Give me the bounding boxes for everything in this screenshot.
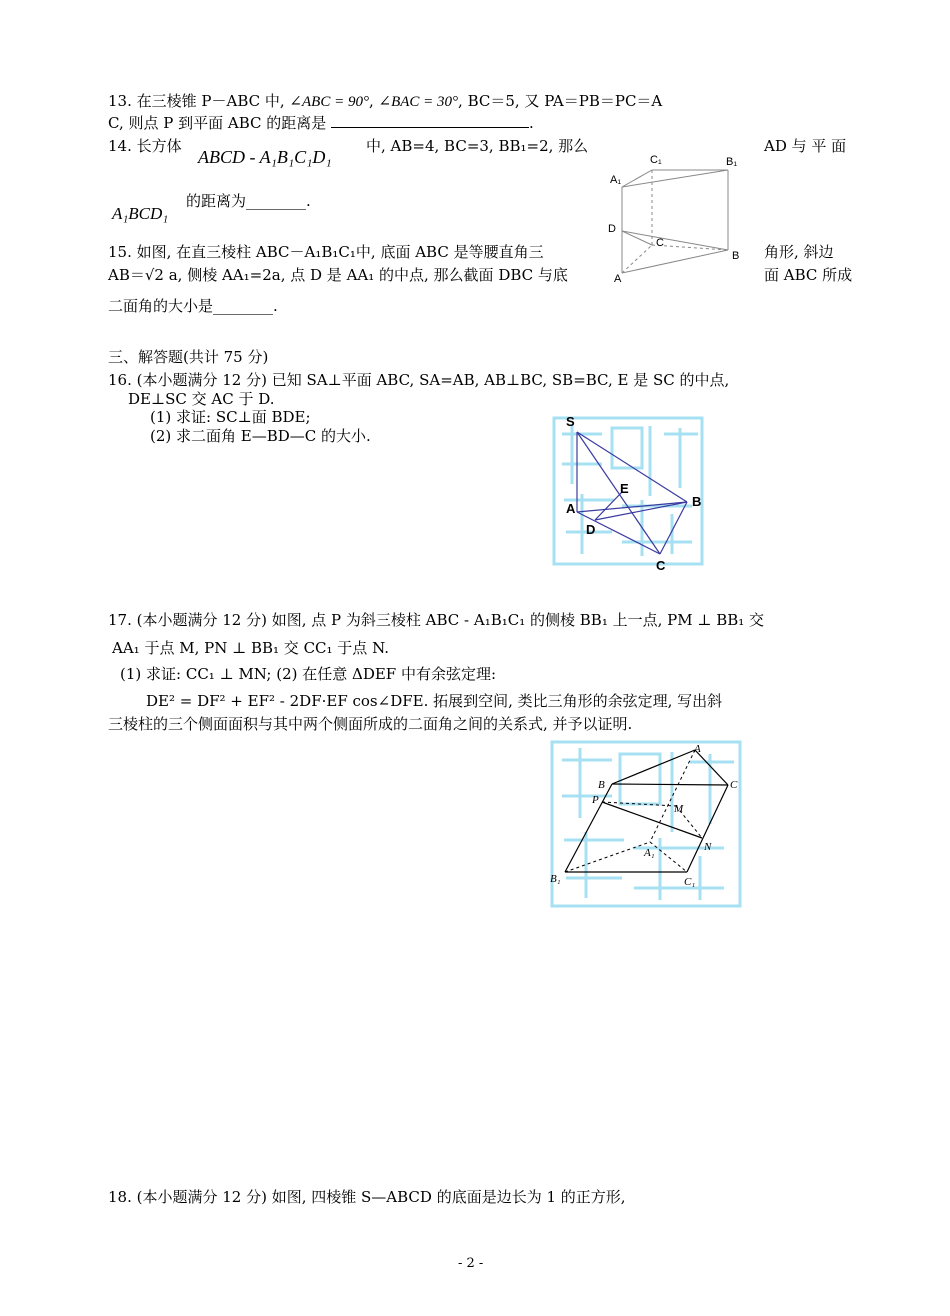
q16-part1: (1) 求证: SC⊥面 BDE; bbox=[150, 408, 311, 426]
q13-line2-text: C, 则点 P 到平面 ABC 的距离是 bbox=[108, 114, 327, 132]
pyramid-figure bbox=[552, 414, 712, 579]
q16-line2: DE⊥SC 交 AC 于 D. bbox=[128, 390, 275, 408]
q14-line2: 的距离为________. bbox=[186, 192, 311, 210]
q17-line4: DE² = DF² + EF² - 2DF·EF cos∠DFE. 拓展到空间, 类比三角形的余弦定理, 写出斜 bbox=[146, 692, 723, 710]
q15-line3: 二面角的大小是________. bbox=[108, 297, 278, 315]
q15-line2-right: 面 ABC 所成 bbox=[764, 266, 853, 284]
fig15-label-c: C bbox=[656, 237, 664, 249]
q16-line1: 16. (本小题满分 12 分) 已知 SA⊥平面 ABC, SA=AB, AB⊥BC, SB=BC, E 是 SC 的中点, bbox=[108, 371, 730, 389]
fig17-label-b: B bbox=[598, 779, 605, 791]
fig15-label-c1: C₁ bbox=[650, 154, 662, 166]
q15-line2-left: AB＝√2 a, 侧棱 AA₁=2a, 点 D 是 AA₁ 的中点, 那么截面 DBC 与底 bbox=[108, 266, 568, 284]
fig17-label-a: A bbox=[694, 743, 701, 755]
fig17-label-n: N bbox=[704, 841, 712, 853]
fig15-label-d: D bbox=[608, 223, 616, 235]
q17-line5: 三棱柱的三个侧面面积与其中两个侧面所成的二面角之间的关系式, 并予以证明. bbox=[108, 715, 633, 733]
q14-right: AD 与 平 面 bbox=[764, 137, 847, 155]
q13-angle-abc: ∠ABC = 90° bbox=[289, 94, 369, 110]
q13-angle-bac: ∠BAC = 30° bbox=[378, 94, 459, 110]
q13-line2 bbox=[108, 113, 534, 133]
q14-mid: 中, AB=4, BC=3, BB₁=2, 那么 bbox=[366, 137, 589, 155]
fig17-label-a1: A₁ bbox=[644, 847, 655, 859]
fig16-label-c: C bbox=[656, 558, 666, 573]
fig15-label-a: A bbox=[614, 273, 622, 285]
fig17-label-m: M bbox=[674, 803, 684, 815]
q13-prefix: 13. 在三棱锥 P－ABC 中, bbox=[108, 92, 285, 110]
fig16-label-e: E bbox=[620, 481, 629, 496]
q13-mid: , BC＝5, 又 PA＝PB＝PC＝A bbox=[458, 92, 663, 110]
fig16-label-s: S bbox=[566, 414, 575, 429]
fig17-label-c: C bbox=[730, 779, 738, 791]
q15-line1-left: 15. 如图, 在直三棱柱 ABC－A₁B₁C₁中, 底面 ABC 是等腰直角三 bbox=[108, 243, 544, 261]
section3-title: 三、解答题(共计 75 分) bbox=[108, 348, 269, 366]
q13-end: . bbox=[529, 114, 534, 132]
fig17-label-c1: C₁ bbox=[684, 876, 696, 888]
q18-line1: 18. (本小题满分 12 分) 如图, 四棱锥 S—ABCD 的底面是边长为 1 的正方形, bbox=[108, 1188, 626, 1206]
fig15-label-a1: A₁ bbox=[610, 174, 622, 186]
watermark-stamp-2 bbox=[552, 742, 740, 906]
fig15-label-b1: B₁ bbox=[726, 156, 738, 168]
q17-line1: 17. (本小题满分 12 分) 如图, 点 P 为斜三棱柱 ABC - A₁B₁C₁ 的侧棱 BB₁ 上一点, PM ⊥ BB₁ 交 bbox=[108, 611, 765, 629]
page-number: - 2 - bbox=[458, 1256, 484, 1271]
q17-line2: AA₁ 于点 M, PN ⊥ BB₁ 交 CC₁ 于点 N. bbox=[112, 639, 390, 657]
q17-line3: (1) 求证: CC₁ ⊥ MN; (2) 在任意 ΔDEF 中有余弦定理: bbox=[120, 665, 497, 683]
q13-answer-blank bbox=[331, 113, 529, 128]
q14-prefix: 14. 长方体 bbox=[108, 137, 182, 155]
q14-solid: ABCD - A₁B₁C₁D₁ bbox=[198, 147, 332, 167]
q16-part2: (2) 求二面角 E—BD—C 的大小. bbox=[150, 427, 371, 445]
fig17-label-b1: B₁ bbox=[550, 873, 561, 885]
q13-line1: 13. 在三棱锥 P－ABC 中, ∠ABC = 90°, ∠BAC = 30°, BC＝5, 又 PA＝PB＝PC＝A bbox=[108, 92, 663, 110]
oblique-prism-figure bbox=[550, 740, 745, 910]
fig17-label-p: P bbox=[592, 794, 599, 806]
prism-figure bbox=[600, 145, 750, 285]
fig16-label-d: D bbox=[586, 522, 596, 537]
q14-plane: A₁BCD₁ bbox=[112, 204, 169, 223]
fig15-label-b: B bbox=[732, 250, 740, 262]
fig16-label-b: B bbox=[692, 494, 702, 509]
q15-line1-right: 角形, 斜边 bbox=[764, 243, 834, 261]
fig16-label-a: A bbox=[566, 501, 576, 516]
